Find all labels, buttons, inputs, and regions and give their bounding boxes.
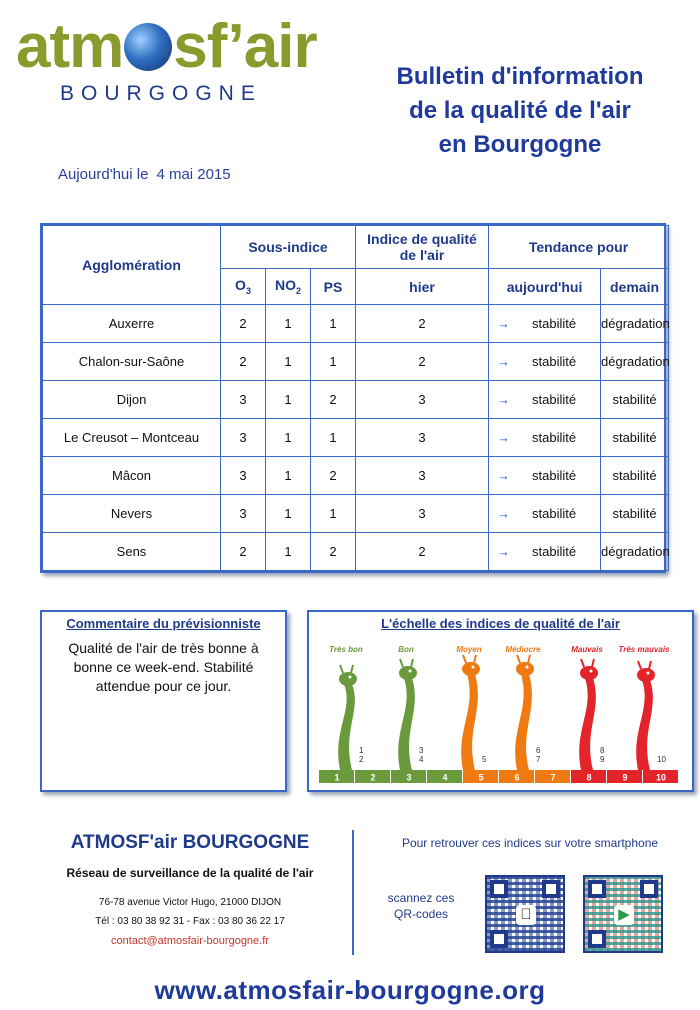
header-tendance: Tendance pour xyxy=(489,226,669,269)
o3-cell: 3 xyxy=(221,419,266,457)
ps-cell: 1 xyxy=(311,495,356,533)
aqi-index-cell: 3 xyxy=(356,495,489,533)
giraffe-icon xyxy=(571,645,605,770)
trend-tomorrow-cell: dégradation xyxy=(601,343,669,381)
scale-level-label: Très mauvais xyxy=(618,645,670,654)
qr-finder xyxy=(542,880,560,898)
header-no2 xyxy=(266,269,311,305)
header-hier: hier xyxy=(356,269,489,305)
trend-tomorrow-cell: stabilité xyxy=(601,495,669,533)
scale-level-label: Médiocre xyxy=(505,645,541,654)
aqi-index-cell: 2 xyxy=(356,343,489,381)
header-o3 xyxy=(221,269,266,305)
no2-cell: 1 xyxy=(266,343,311,381)
ps-cell: 2 xyxy=(311,533,356,571)
trend-today-text: stabilité xyxy=(532,316,577,331)
globe-icon xyxy=(124,23,172,71)
logo-word-left: atm xyxy=(16,12,124,81)
play-store-icon: ▶ xyxy=(614,905,634,925)
neck-mark-number: 5 xyxy=(482,755,487,764)
trend-today-cell xyxy=(489,495,601,533)
no2-cell: 1 xyxy=(266,305,311,343)
scale-title: L'échelle des indices de qualité de l'air xyxy=(381,616,620,631)
trend-today-cell xyxy=(489,533,601,571)
logo-word-right: sf’air xyxy=(173,12,317,81)
arrow-right-icon: → xyxy=(497,354,511,369)
header-indice-line2: de l'air xyxy=(399,247,445,263)
no2-label: NO xyxy=(274,277,296,294)
giraffe-head xyxy=(516,662,534,676)
scale-level-label: Moyen xyxy=(456,645,482,654)
aqi-index-cell: 3 xyxy=(356,419,489,457)
scale-bar-number: 3 xyxy=(406,772,412,783)
org-name: ATMOSF'air BOURGOGNE xyxy=(70,832,310,853)
scale-bar-number: 1 xyxy=(334,772,340,783)
giraffe-icon xyxy=(505,645,541,770)
scan-line-2: QR-codes xyxy=(393,907,449,921)
aqi-scale-panel xyxy=(307,610,694,792)
o3-cell: 3 xyxy=(221,457,266,495)
comment-title: Commentaire du prévisionniste xyxy=(66,616,261,631)
giraffe-neck xyxy=(515,674,532,770)
trend-tomorrow-cell: dégradation xyxy=(601,305,669,343)
scale-level-label: Mauvais xyxy=(571,645,603,654)
aqi-index-cell: 2 xyxy=(356,533,489,571)
giraffe-eye xyxy=(590,670,593,673)
trend-today-cell xyxy=(489,381,601,419)
giraffe-horns xyxy=(638,661,651,669)
giraffe-icon xyxy=(329,645,364,770)
forecaster-comment-panel xyxy=(40,610,287,792)
neck-mark-number: 1 xyxy=(359,746,364,755)
neck-mark-number: 4 xyxy=(419,755,424,764)
city-cell: Nevers xyxy=(43,495,221,533)
website-url-link[interactable]: www.atmosfair-bourgogne.org xyxy=(154,975,546,1005)
org-phone: Tél : 03 80 38 92 31 - Fax : 03 80 36 22 17 xyxy=(95,916,285,927)
header-aujourdhui: aujourd'hui xyxy=(489,269,601,305)
giraffe-neck xyxy=(338,684,355,770)
qr-finder xyxy=(588,880,606,898)
comment-text xyxy=(52,639,275,696)
ps-cell: 2 xyxy=(311,381,356,419)
comment-line-1: Qualité de l'air de très bonne à xyxy=(68,640,259,656)
trend-today-text: stabilité xyxy=(532,468,577,483)
qr-code-android[interactable] xyxy=(583,875,663,953)
city-cell: Dijon xyxy=(43,381,221,419)
scale-bar-number: 9 xyxy=(622,772,628,783)
neck-mark-number: 2 xyxy=(359,755,364,764)
trend-tomorrow-cell: stabilité xyxy=(601,381,669,419)
scale-bar-number: 7 xyxy=(550,772,556,783)
table-row xyxy=(43,305,669,343)
neck-mark-number: 9 xyxy=(600,755,605,764)
trend-tomorrow-cell: dégradation xyxy=(601,533,669,571)
arrow-right-icon: → xyxy=(497,468,511,483)
header-indice-line1: Indice de qualité xyxy=(367,231,477,247)
giraffe-head xyxy=(339,672,357,686)
smartphone-note: Pour retrouver ces indices sur votre smartphone xyxy=(401,836,659,850)
city-cell: Mâcon xyxy=(43,457,221,495)
neck-mark-number: 6 xyxy=(536,746,541,755)
no2-cell: 1 xyxy=(266,419,311,457)
table-body xyxy=(43,305,669,571)
giraffe-head xyxy=(637,668,655,682)
giraffe-icon xyxy=(398,645,424,770)
giraffe-head xyxy=(399,666,417,680)
trend-tomorrow-cell: stabilité xyxy=(601,457,669,495)
city-cell: Chalon-sur-Saône xyxy=(43,343,221,381)
scan-line-1: scannez ces xyxy=(387,891,455,905)
trend-today-cell xyxy=(489,419,601,457)
comment-line-2: bonne ce week-end. Stabilité xyxy=(73,659,254,675)
neck-mark-number: 8 xyxy=(600,746,605,755)
trend-today-text: stabilité xyxy=(532,506,577,521)
scale-level-label: Très bon xyxy=(329,645,363,654)
giraffe-eye xyxy=(472,666,475,669)
giraffe-horns xyxy=(340,665,353,673)
ps-cell: 1 xyxy=(311,305,356,343)
scale-level-label: Bon xyxy=(398,645,414,654)
o3-cell: 3 xyxy=(221,495,266,533)
giraffe-head xyxy=(462,662,480,676)
header-indice xyxy=(356,226,489,269)
giraffe-head xyxy=(580,666,598,680)
bulletin-title xyxy=(360,60,680,162)
o3-label: O xyxy=(235,277,246,294)
giraffe-icon xyxy=(619,645,671,770)
o3-cell: 2 xyxy=(221,533,266,571)
neck-mark-number: 3 xyxy=(419,746,424,755)
arrow-right-icon: → xyxy=(497,430,511,445)
no2-cell: 1 xyxy=(266,457,311,495)
trend-tomorrow-cell: stabilité xyxy=(601,419,669,457)
air-quality-table-panel xyxy=(40,223,670,573)
title-line-2: de la qualité de l'air xyxy=(409,97,631,124)
trend-today-text: stabilité xyxy=(532,544,577,559)
no2-cell: 1 xyxy=(266,495,311,533)
arrow-right-icon: → xyxy=(497,506,511,521)
giraffe-neck xyxy=(579,678,596,770)
ps-cell: 2 xyxy=(311,457,356,495)
scale-bar-number: 5 xyxy=(478,772,484,783)
giraffe-horns xyxy=(400,659,413,667)
org-address: 76-78 avenue Victor Hugo, 21000 DIJON xyxy=(98,897,282,908)
scale-bar-number: 6 xyxy=(514,772,520,783)
giraffe-eye xyxy=(409,670,412,673)
neck-mark-number: 10 xyxy=(657,755,666,764)
arrow-right-icon: → xyxy=(497,544,511,559)
giraffe-neck xyxy=(636,680,653,770)
scan-note xyxy=(376,890,466,922)
table-row xyxy=(43,381,669,419)
o3-subscript: 3 xyxy=(245,285,251,296)
ps-cell: 1 xyxy=(311,343,356,381)
header-ps: PS xyxy=(311,269,356,305)
date-value: 4 mai 2015 xyxy=(156,166,231,183)
ps-cell: 1 xyxy=(311,419,356,457)
trend-today-cell xyxy=(489,457,601,495)
o3-cell: 2 xyxy=(221,305,266,343)
qr-finder xyxy=(490,880,508,898)
header-demain: demain xyxy=(601,269,669,305)
city-cell: Auxerre xyxy=(43,305,221,343)
city-cell: Sens xyxy=(43,533,221,571)
scale-bar-number: 8 xyxy=(586,772,592,783)
trend-today-text: stabilité xyxy=(532,430,577,445)
logo-wordmark xyxy=(16,12,317,82)
qr-finder xyxy=(490,930,508,948)
giraffe-horns xyxy=(517,655,530,663)
table-row xyxy=(43,457,669,495)
table-row xyxy=(43,343,669,381)
aqi-index-cell: 3 xyxy=(356,381,489,419)
aqi-index-cell: 3 xyxy=(356,457,489,495)
giraffe-horns xyxy=(463,655,476,663)
scale-bar-number: 2 xyxy=(370,772,376,783)
aqi-index-cell: 2 xyxy=(356,305,489,343)
org-description: Réseau de surveillance de la qualité de l'air xyxy=(66,866,314,880)
neck-mark-number: 7 xyxy=(536,755,541,764)
no2-cell: 1 xyxy=(266,533,311,571)
bulletin-date xyxy=(58,166,231,183)
qr-finder xyxy=(640,880,658,898)
trend-today-cell xyxy=(489,305,601,343)
atmosfair-logo xyxy=(16,12,336,105)
o3-cell: 2 xyxy=(221,343,266,381)
footer-divider xyxy=(352,830,354,955)
header-sous-indice: Sous-indice xyxy=(221,226,356,269)
comment-line-3: attendue pour ce jour. xyxy=(95,678,232,694)
trend-today-text: stabilité xyxy=(532,354,577,369)
giraffe-icon xyxy=(456,645,487,770)
qr-code-ios[interactable] xyxy=(485,875,565,953)
qr-finder xyxy=(588,930,606,948)
giraffe-eye xyxy=(647,672,650,675)
giraffe-neck xyxy=(461,674,478,770)
city-cell: Le Creusot – Montceau xyxy=(43,419,221,457)
no2-cell: 1 xyxy=(266,381,311,419)
aqi-scale-graphic xyxy=(309,634,692,789)
trend-today-text: stabilité xyxy=(532,392,577,407)
giraffe-neck xyxy=(398,678,415,770)
air-quality-table xyxy=(42,225,669,571)
header-agglomeration: Agglomération xyxy=(43,226,221,305)
logo-region: BOURGOGNE xyxy=(60,82,262,105)
arrow-right-icon: → xyxy=(497,316,511,331)
title-line-3: en Bourgogne xyxy=(438,131,602,158)
date-prefix: Aujourd'hui le xyxy=(58,166,149,183)
trend-today-cell xyxy=(489,343,601,381)
table-row xyxy=(43,419,669,457)
apple-icon xyxy=(516,905,536,925)
table-row xyxy=(43,495,669,533)
no2-subscript: 2 xyxy=(295,285,301,296)
table-row xyxy=(43,533,669,571)
scale-bar-number: 10 xyxy=(655,772,667,783)
title-line-1: Bulletin d'information xyxy=(396,63,644,90)
giraffe-eye xyxy=(349,676,352,679)
giraffe-horns xyxy=(581,659,594,667)
org-email-link[interactable]: contact@atmosfair-bourgogne.fr xyxy=(111,935,269,947)
scale-bar-number: 4 xyxy=(442,772,448,783)
giraffe-eye xyxy=(526,666,529,669)
o3-cell: 3 xyxy=(221,381,266,419)
arrow-right-icon: → xyxy=(497,392,511,407)
